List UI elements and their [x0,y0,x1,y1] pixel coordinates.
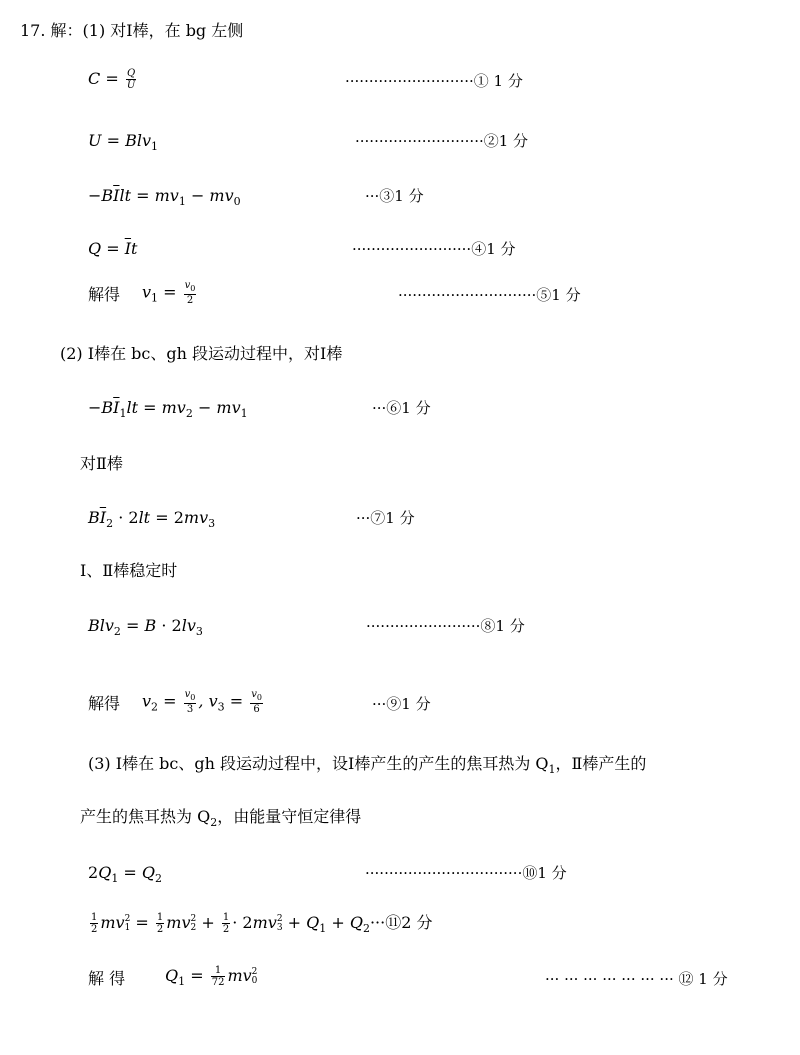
score-8: ························⑧1 分 [366,617,525,635]
part3-heading-line2-sub: 2 [210,816,218,830]
score-12: ··· ··· ··· ··· ··· ··· ··· ⑫ 1 分 [545,970,728,988]
equation-v1-result: $v_1$ = $\frac{v_0}{2}$ [142,280,196,306]
solve-label-1: 解得 [88,285,121,304]
score-3: ···③1 分 [365,187,424,205]
score-11: ···⑪2 分 [369,913,433,932]
equation-momentum-2: $-B\overline{I}_1lt = mv_2 - mv_1$ [88,398,248,421]
problem-header: 17. 解：(1) 对Ⅰ棒，在 bg 左侧 [20,21,244,40]
equation-steady: $Blv_2 = B \cdot 2lv_3$ [88,616,203,639]
part3-heading-line1-text: (3) Ⅰ棒在 bc、gh 段运动过程中，设Ⅰ棒产生的产生的焦耳热为 Q [88,754,549,773]
score-2: ···························②1 分 [355,132,529,150]
equation-Q1-result: $Q_1$ = $\frac{1}{72}$ mv 2 0 [165,965,258,989]
score-7: ···⑦1 分 [356,509,415,527]
equation-voltage: U = Blv$_1$ [88,131,158,154]
part3-heading-line2-text: 产生的焦耳热为 Q [80,807,211,826]
score-9: ···⑨1 分 [372,695,431,713]
part3-heading-line2-tail: ，由能量守恒定律得 [217,807,362,826]
score-10: ·································⑩1 分 [365,864,567,882]
equation-momentum-1: $-B\overline{I}lt = mv_1 - mv_0$ [88,186,241,209]
score-4: ·························④1 分 [352,240,516,258]
equation-energy: $\frac{1}{2}$ mv 2 1 = $\frac{1}{2}$ mv 2 2 + $\frac{1}{2}$ · 2mv 2 3 + $Q_1$ + $Q_2\cdot\cdot\cdot ⑪2$ 分 [91,912,433,936]
part2-heading: (2) Ⅰ棒在 bc、gh 段运动过程中，对Ⅰ棒 [60,344,343,363]
score-1: ···························① 1 分 [345,72,523,90]
equation-momentum-3: $B\overline{I}_2 \cdot 2lt = 2mv_3$ [88,508,216,531]
score-6: ···⑥1 分 [372,399,431,417]
solve-label-3: 解 得 [88,969,126,988]
equation-charge: $Q = \overline{I}t$ [88,239,138,258]
part3-heading-line1 [88,753,646,781]
part3-heading-line1-sub: 1 [548,763,556,777]
score-5: ·····························⑤1 分 [398,286,581,304]
part3-heading-line2 [80,806,361,834]
label-rod-II: 对Ⅱ棒 [80,454,123,473]
equation-heat-ratio: $2Q_1 = Q_2$ [88,863,163,886]
steady-label: Ⅰ、Ⅱ棒稳定时 [80,561,178,580]
solve-label-2: 解得 [88,694,121,713]
equation-v2-v3-result: $v_2$ = $\frac{v_0}{3}$ , $v_3$ = $\frac{v_0}{6}$ [142,689,262,715]
part3-heading-line1-tail: ，Ⅱ棒产生的 [555,754,647,773]
equation-capacitance: C = $\frac{Q}{U}$ [88,68,136,91]
